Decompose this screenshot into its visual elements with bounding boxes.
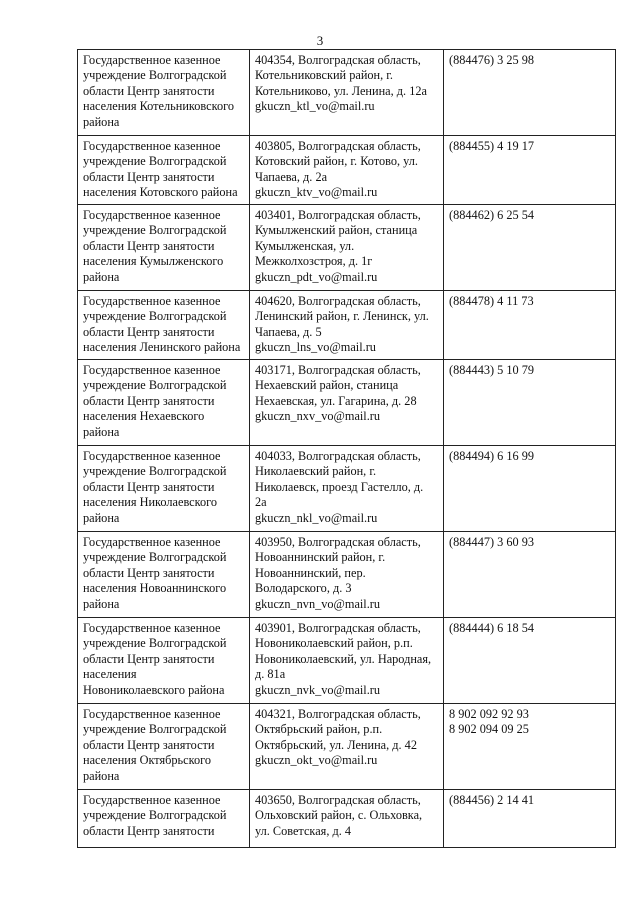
org-line: Государственное казенное [83,449,221,463]
org-line: Государственное казенное [83,53,221,67]
org-line: Государственное казенное [83,139,221,153]
address-line: 404033, Волгоградская область, [255,449,421,463]
address-cell [250,704,444,790]
table-row [78,618,616,704]
address-line: Новоаннинский, пер. [255,565,366,580]
org-line: Государственное казенное [83,535,221,549]
address-line: gkuczn_nvn_vo@mail.ru [255,596,381,611]
org-line: района [83,510,120,525]
address-cell [250,360,444,446]
table-row [78,360,616,446]
org-line: населения Котельниковского [83,99,234,114]
address-line: gkuczn_nkl_vo@mail.ru [255,510,378,525]
address-line: 403650, Волгоградская область, [255,793,421,807]
table-row [78,532,616,618]
phone-line: (884456) 2 14 41 [449,793,535,807]
address-line: Межколхозстроя, д. 1г [255,254,373,269]
org-line: области Центр занятости [83,565,215,580]
table-row [78,790,616,848]
address-line: 403901, Волгоградская область, [255,621,421,635]
table-row [78,704,616,790]
phone-cell [444,618,616,704]
org-cell [78,618,250,704]
page-number: 3 [316,33,324,48]
address-cell [250,618,444,704]
org-line: Государственное казенное [83,294,221,308]
org-line: района [83,424,120,439]
address-line: Чапаева, д. 5 [255,324,322,339]
address-line: 2а [255,495,267,510]
org-line: населения Котовского района [83,185,238,200]
org-line: района [83,596,120,611]
address-line: Новониколаевский, ул. Народная, [255,651,432,666]
phone-line: (884444) 6 18 54 [449,621,535,635]
address-line: gkuczn_ktv_vo@mail.ru [255,185,378,200]
org-line: учреждение Волгоградской [83,550,227,565]
address-line: 404354, Волгоградская область, [255,53,421,67]
address-line: gkuczn_okt_vo@mail.ru [255,753,378,768]
org-line: учреждение Волгоградской [83,722,227,737]
address-cell [250,136,444,205]
org-cell [78,136,250,205]
phone-cell [444,136,616,205]
phone-cell [444,446,616,532]
phone-line: (884443) 5 10 79 [449,363,535,377]
phone-line: (884478) 4 11 73 [449,294,534,308]
org-line: учреждение Волгоградской [83,223,227,238]
phone-cell [444,205,616,291]
address-line: Кумылженская, ул. [255,238,355,253]
org-line: области Центр занятости [83,393,215,408]
address-line: Чапаева, д. 2а [255,169,328,184]
org-line: области Центр занятости [83,651,215,666]
address-line: Николаевск, проезд Гастелло, д. [255,479,424,494]
org-cell [78,50,250,136]
phone-cell [444,704,616,790]
org-line: населения Ленинского района [83,340,241,355]
address-cell [250,790,444,848]
address-line: 404620, Волгоградская область, [255,294,421,308]
org-line: Государственное казенное [83,793,221,807]
org-line: населения Нехаевского [83,409,205,424]
org-line: области Центр занятости [83,324,215,339]
org-line: Государственное казенное [83,208,221,222]
phone-cell [444,50,616,136]
address-cell [250,291,444,360]
address-line: Новоаннинский район, г. [255,550,386,565]
address-line: gkuczn_nxv_vo@mail.ru [255,409,381,424]
phone-line: (884462) 6 25 54 [449,208,535,222]
phone-cell [444,790,616,848]
address-line: 404321, Волгоградская область, [255,707,421,721]
org-line: области Центр занятости [83,238,215,253]
org-line: учреждение Волгоградской [83,309,227,324]
org-line: Государственное казенное [83,363,221,377]
org-cell [78,205,250,291]
address-cell [250,205,444,291]
address-cell [250,50,444,136]
table-row [78,136,616,205]
address-line: Нехаевский район, станица [255,378,399,393]
employment-centers-table [77,49,616,848]
address-line: 403401, Волгоградская область, [255,208,421,222]
phone-cell [444,532,616,618]
address-line: Октябрьский, ул. Ленина, д. 42 [255,737,417,752]
org-line: учреждение Волгоградской [83,808,227,823]
org-line: области Центр занятости [83,823,215,838]
org-line: учреждение Волгоградской [83,464,227,479]
org-line: области Центр занятости [83,479,215,494]
address-line: Котельниковский район, г. [255,68,394,83]
org-line: района [83,269,120,284]
org-line: учреждение Волгоградской [83,68,227,83]
address-line: Ленинский район, г. Ленинск, ул. [255,309,429,324]
address-line: 403805, Волгоградская область, [255,139,421,153]
org-line: Государственное казенное [83,621,221,635]
address-line: 403950, Волгоградская область, [255,535,421,549]
org-line: области Центр занятости [83,737,215,752]
address-line: ул. Советская, д. 4 [255,823,352,838]
org-line: области Центр занятости [83,169,215,184]
org-line: района [83,114,120,129]
org-line: района [83,768,120,783]
phone-cell [444,291,616,360]
org-cell [78,532,250,618]
address-line: Котовский район, г. Котово, ул. [255,154,418,169]
address-line: Новониколаевский район, р.п. [255,636,413,651]
table-row [78,291,616,360]
org-line: области Центр занятости [83,83,215,98]
org-line: Новониколаевского района [83,682,225,697]
org-cell [78,704,250,790]
org-cell [78,360,250,446]
org-line: учреждение Волгоградской [83,154,227,169]
address-line: д. 81а [255,667,286,682]
address-cell [250,532,444,618]
phone-line: (884476) 3 25 98 [449,53,535,67]
org-line: населения Новоаннинского [83,581,227,596]
address-line: Володарского, д. 3 [255,581,352,596]
address-line: Котельниково, ул. Ленина, д. 12а [255,83,427,98]
org-line: населения Кумылженского [83,254,224,269]
address-line: gkuczn_pdt_vo@mail.ru [255,269,378,284]
org-cell [78,790,250,848]
phone-line: (884494) 6 16 99 [449,449,535,463]
phone-line: (884455) 4 19 17 [449,139,535,153]
address-line: Нехаевская, ул. Гагарина, д. 28 [255,393,417,408]
org-line: населения Николаевского [83,495,218,510]
table-row [78,50,616,136]
address-line: Кумылженский район, станица [255,223,418,238]
address-line: gkuczn_ktl_vo@mail.ru [255,99,375,114]
address-line: Октябрьский район, р.п. [255,722,383,737]
address-line: gkuczn_nvk_vo@mail.ru [255,682,381,697]
org-line: учреждение Волгоградской [83,378,227,393]
org-line: учреждение Волгоградской [83,636,227,651]
table-row [78,205,616,291]
address-line: Ольховский район, с. Ольховка, [255,808,423,823]
org-line: населения [83,667,137,682]
org-cell [78,291,250,360]
address-line: gkuczn_lns_vo@mail.ru [255,340,376,355]
phone-line: 8 902 094 09 25 [449,722,529,737]
org-cell [78,446,250,532]
phone-cell [444,360,616,446]
org-line: населения Октябрьского [83,753,212,768]
address-cell [250,446,444,532]
address-line: 403171, Волгоградская область, [255,363,421,377]
phone-line: 8 902 092 92 93 [449,707,529,721]
address-line: Николаевский район, г. [255,464,377,479]
table-row [78,446,616,532]
phone-line: (884447) 3 60 93 [449,535,535,549]
org-line: Государственное казенное [83,707,221,721]
